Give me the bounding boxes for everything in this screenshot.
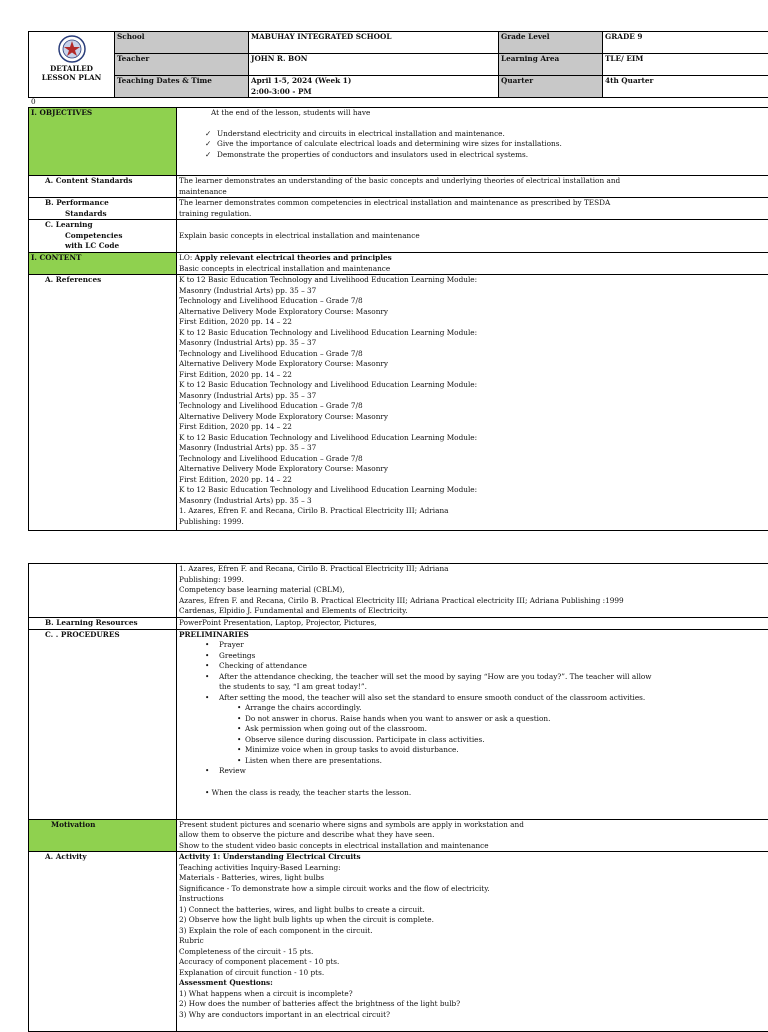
resources-text: PowerPoint Presentation, Laptop, Projector, Pictures, xyxy=(177,618,768,630)
objective-item: ✓ Give the importance of calculate electrical loads and determining wire sizes for installations. xyxy=(179,139,768,150)
activity-line: Teaching activities Inquiry-Based Learning: xyxy=(179,863,768,874)
activity-line: Rubric xyxy=(179,936,768,947)
lo-text: Apply relevant electrical theories and principles xyxy=(195,253,392,262)
reference-line: First Edition, 2020 pp. 14 – 22 xyxy=(179,475,768,486)
prelim-item: • After setting the mood, the teacher will also set the standard to ensure smooth conduct of the classroom activities. xyxy=(179,693,768,704)
doc-title-line2: LESSON PLAN xyxy=(29,73,114,82)
reference-line: Cardenas, Elpidio J. Fundamental and Elements of Electricity. xyxy=(179,606,768,617)
reference-line: Publishing: 1999. xyxy=(179,517,768,528)
standard-item: • Do not answer in chorus. Raise hands when you want to answer or ask a question. xyxy=(179,714,768,725)
performance-standards-text: The learner demonstrates common competencies in electrical installation and maintenance as prescribed by TESDA training regulation. xyxy=(177,198,768,220)
objectives-cell xyxy=(177,108,768,176)
reference-line: Alternative Delivery Mode Exploratory Course: Masonry xyxy=(179,307,768,318)
activity-line: Completeness of the circuit - 15 pts. xyxy=(179,947,768,958)
quarter-value: 4th Quarter xyxy=(603,76,768,98)
standard-item: • Arrange the chairs accordingly. xyxy=(179,703,768,714)
doc-title-line1: DETAILED xyxy=(29,64,114,73)
activity-title: Activity 1: Understanding Electrical Circuits xyxy=(179,852,768,863)
objectives-label: I. OBJECTIVES xyxy=(29,108,177,176)
reference-line: Technology and Livelihood Education – Grade 7/8 xyxy=(179,454,768,465)
area-label: Learning Area xyxy=(499,54,603,76)
activity-line: Accuracy of component placement - 10 pts. xyxy=(179,957,768,968)
content-cell xyxy=(177,253,768,275)
reference-line: Alternative Delivery Mode Exploratory Course: Masonry xyxy=(179,464,768,475)
teacher-label: Teacher xyxy=(115,54,249,76)
school-value: MABUHAY INTEGRATED SCHOOL xyxy=(249,32,499,54)
dates-value xyxy=(249,76,499,98)
references-label: A. References xyxy=(29,275,177,531)
dates-value-line1: April 1-5, 2024 (Week 1) xyxy=(251,76,496,87)
page-marker: 0 xyxy=(31,97,36,108)
assessment-title: Assessment Questions: xyxy=(179,978,768,989)
reference-line: Technology and Livelihood Education – Grade 7/8 xyxy=(179,401,768,412)
references-cont-cell xyxy=(177,564,768,618)
objective-item: ✓ Understand electricity and circuits in electrical installation and maintenance. xyxy=(179,129,768,140)
assessment-question: 2) How does the number of batteries affect the brightness of the light bulb? xyxy=(179,999,768,1010)
reference-line: Masonry (Industrial Arts) pp. 35 – 37 xyxy=(179,338,768,349)
references-cell xyxy=(177,275,768,531)
reference-line: First Edition, 2020 pp. 14 – 22 xyxy=(179,317,768,328)
assessment-lines xyxy=(179,989,768,1021)
class-ready-text: • When the class is ready, the teacher starts the lesson. xyxy=(179,788,768,799)
objectives-intro: At the end of the lesson, students will have xyxy=(179,108,768,119)
quarter-label: Quarter xyxy=(499,76,603,98)
lesson-table-page1 xyxy=(28,107,768,531)
reference-line: Masonry (Industrial Arts) pp. 35 – 37 xyxy=(179,443,768,454)
logo-cell xyxy=(29,32,115,98)
reference-line: Masonry (Industrial Arts) pp. 35 – 37 xyxy=(179,286,768,297)
prelim-item: • Prayer xyxy=(179,640,768,651)
prelim-item: • Greetings xyxy=(179,651,768,662)
reference-line: First Edition, 2020 pp. 14 – 22 xyxy=(179,422,768,433)
motivation-label: Motivation xyxy=(29,819,177,852)
reference-line: 1. Azares, Efren F. and Recana, Cirilo B. Practical Electricity III; Adriana xyxy=(179,564,768,575)
activity-line: Materials - Batteries, wires, light bulbs xyxy=(179,873,768,884)
reference-line: Competency base learning material (CBLM), xyxy=(179,585,768,596)
preliminaries-list xyxy=(179,640,768,703)
standard-item: • Listen when there are presentations. xyxy=(179,756,768,767)
activity-lines xyxy=(179,863,768,979)
content-label: I. CONTENT xyxy=(29,253,177,275)
activity-line: Instructions xyxy=(179,894,768,905)
activity-line: Significance - To demonstrate how a simple circuit works and the flow of electricity. xyxy=(179,884,768,895)
reference-line: First Edition, 2020 pp. 14 – 22 xyxy=(179,370,768,381)
reference-line: Alternative Delivery Mode Exploratory Course: Masonry xyxy=(179,412,768,423)
reference-line: K to 12 Basic Education Technology and Livelihood Education Learning Module: xyxy=(179,380,768,391)
content-standards-text: The learner demonstrates an understanding of the basic concepts and underlying theories of electrical installation and maintenance xyxy=(177,176,768,198)
deped-seal-icon xyxy=(58,35,86,63)
motivation-cell: Present student pictures and scenario where signs and symbols are apply in workstation and allow them to observe the picture and describe what they have seen. Show to the student video basic concepts in electrical installation and maintenance xyxy=(177,819,768,852)
reference-line: 1. Azares, Efren F. and Recana, Cirilo B. Practical Electricity III; Adriana xyxy=(179,506,768,517)
competencies-label: C. Learning Competencies with LC Code xyxy=(29,220,177,253)
reference-line: K to 12 Basic Education Technology and Livelihood Education Learning Module: xyxy=(179,485,768,496)
classroom-standards-list xyxy=(179,703,768,766)
reference-line: K to 12 Basic Education Technology and Livelihood Education Learning Module: xyxy=(179,433,768,444)
teacher-value: JOHN R. BON xyxy=(249,54,499,76)
standard-item: • Observe silence during discussion. Participate in class activities. xyxy=(179,735,768,746)
activity-cell xyxy=(177,852,768,1032)
resources-label: B. Learning Resources xyxy=(29,618,177,630)
prelim-item: • After the attendance checking, the teacher will set the mood by saying “How are you today?”. The teacher will allow the students to say, “I am great today!”. xyxy=(179,672,768,693)
procedures-cell xyxy=(177,629,768,819)
assessment-question: 3) Why are conductors important in an electrical circuit? xyxy=(179,1010,768,1021)
activity-line: 3) Explain the role of each component in the circuit. xyxy=(179,926,768,937)
activity-label: A. Activity xyxy=(29,852,177,1032)
reference-line: Alternative Delivery Mode Exploratory Course: Masonry xyxy=(179,359,768,370)
review-item: • Review xyxy=(179,766,768,777)
reference-line: K to 12 Basic Education Technology and Livelihood Education Learning Module: xyxy=(179,275,768,286)
preliminaries-heading: PRELIMINARIES xyxy=(179,630,768,641)
objectives-list xyxy=(179,129,768,161)
procedures-label: C. . PROCEDURES xyxy=(29,629,177,819)
objective-item: ✓ Demonstrate the properties of conductors and insulators used in electrical systems. xyxy=(179,150,768,161)
prelim-item: • Checking of attendance xyxy=(179,661,768,672)
reference-line: Technology and Livelihood Education – Grade 7/8 xyxy=(179,296,768,307)
reference-line: Masonry (Industrial Arts) pp. 35 – 3 xyxy=(179,496,768,507)
header-table xyxy=(28,31,768,98)
activity-line: 1) Connect the batteries, wires, and light bulbs to create a circuit. xyxy=(179,905,768,916)
content-subtext: Basic concepts in electrical installation and maintenance xyxy=(179,264,768,275)
assessment-question: 1) What happens when a circuit is incomplete? xyxy=(179,989,768,1000)
review-list xyxy=(179,766,768,777)
references-cont-label xyxy=(29,564,177,618)
standard-item: • Ask permission when going out of the classroom. xyxy=(179,724,768,735)
reference-line: Technology and Livelihood Education – Grade 7/8 xyxy=(179,349,768,360)
activity-line: 2) Observe how the light bulb lights up when the circuit is complete. xyxy=(179,915,768,926)
reference-line: Azares, Efren F. and Recana, Cirilo B. Practical Electricity III; Adriana Practical electricity III; Adriana Publishing :1999 xyxy=(179,596,768,607)
grade-value: GRADE 9 xyxy=(603,32,768,54)
area-value: TLE/ EIM xyxy=(603,54,768,76)
lo-prefix: LO: xyxy=(179,253,195,262)
content-standards-label: A. Content Standards xyxy=(29,176,177,198)
standard-item: • Minimize voice when in group tasks to avoid disturbance. xyxy=(179,745,768,756)
reference-line: K to 12 Basic Education Technology and Livelihood Education Learning Module: xyxy=(179,328,768,339)
performance-standards-label: B. Performance Standards xyxy=(29,198,177,220)
grade-label: Grade Level xyxy=(499,32,603,54)
school-label: School xyxy=(115,32,249,54)
competencies-text: Explain basic concepts in electrical installation and maintenance xyxy=(177,220,768,253)
references-cont-list xyxy=(179,564,768,617)
references-list xyxy=(179,275,768,527)
dates-value-line2: 2:00-3:00 - PM xyxy=(251,87,496,98)
reference-line: Masonry (Industrial Arts) pp. 35 – 37 xyxy=(179,391,768,402)
dates-label: Teaching Dates & Time xyxy=(115,76,249,98)
lesson-table-page2 xyxy=(28,563,768,1032)
activity-line: Explanation of circuit function - 10 pts. xyxy=(179,968,768,979)
reference-line: Publishing: 1999. xyxy=(179,575,768,586)
